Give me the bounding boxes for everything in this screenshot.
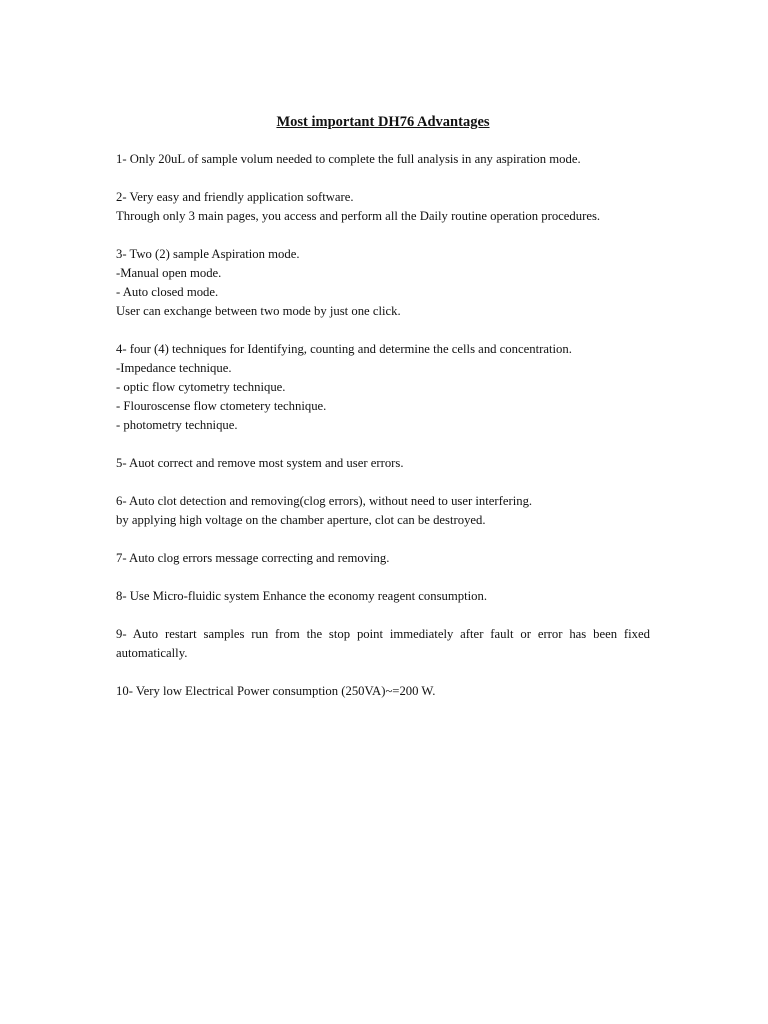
advantage-4-line-3: - optic flow cytometry technique. (116, 380, 286, 394)
advantage-2-line-2: Through only 3 main pages, you access and perform all the Daily routine operation procedures. (116, 209, 601, 223)
advantage-4-line-5: - photometry technique. (116, 418, 238, 432)
advantage-item-4 (116, 340, 650, 435)
advantage-2-line-1: 2- Very easy and friendly application software. (116, 190, 354, 204)
advantage-item-2 (116, 188, 650, 226)
document-title: Most important DH76 Advantages (276, 114, 490, 130)
advantage-9-line-1: 9- Auto restart samples run from the stop point immediately after fault or error has been fixed automatically. (116, 627, 650, 660)
advantage-item-3 (116, 245, 650, 321)
advantage-3-line-3: - Auto closed mode. (116, 285, 219, 299)
advantage-6-line-2: by applying high voltage on the chamber aperture, clot can be destroyed. (116, 513, 486, 527)
advantage-4-line-4: - Flouroscense flow ctometery technique. (116, 399, 327, 413)
advantage-item-7 (116, 549, 650, 568)
advantage-item-5 (116, 454, 650, 473)
advantage-10-line-1: 10- Very low Electrical Power consumption (250VA)~=200 W. (116, 684, 436, 698)
advantage-item-9 (116, 625, 650, 663)
advantage-5-line-1: 5- Auot correct and remove most system and user errors. (116, 456, 404, 470)
advantage-4-line-1: 4- four (4) techniques for Identifying, counting and determine the cells and concentration. (116, 342, 572, 356)
advantage-item-6 (116, 492, 650, 530)
advantage-3-line-1: 3- Two (2) sample Aspiration mode. (116, 247, 300, 261)
advantage-4-line-2: -Impedance technique. (116, 361, 232, 375)
advantage-8-line-1: 8- Use Micro-fluidic system Enhance the economy reagent consumption. (116, 589, 488, 603)
document-page (116, 112, 650, 720)
advantage-3-line-2: -Manual open mode. (116, 266, 222, 280)
advantage-6-line-1: 6- Auto clot detection and removing(clog errors), without need to user interfering. (116, 494, 533, 508)
advantage-item-8 (116, 587, 650, 606)
advantage-1-line-1: 1- Only 20uL of sample volum needed to complete the full analysis in any aspiration mode. (116, 152, 581, 166)
advantage-7-line-1: 7- Auto clog errors message correcting and removing. (116, 551, 390, 565)
advantage-3-line-4: User can exchange between two mode by just one click. (116, 304, 401, 318)
advantage-item-1 (116, 150, 650, 169)
advantage-item-10 (116, 682, 650, 701)
